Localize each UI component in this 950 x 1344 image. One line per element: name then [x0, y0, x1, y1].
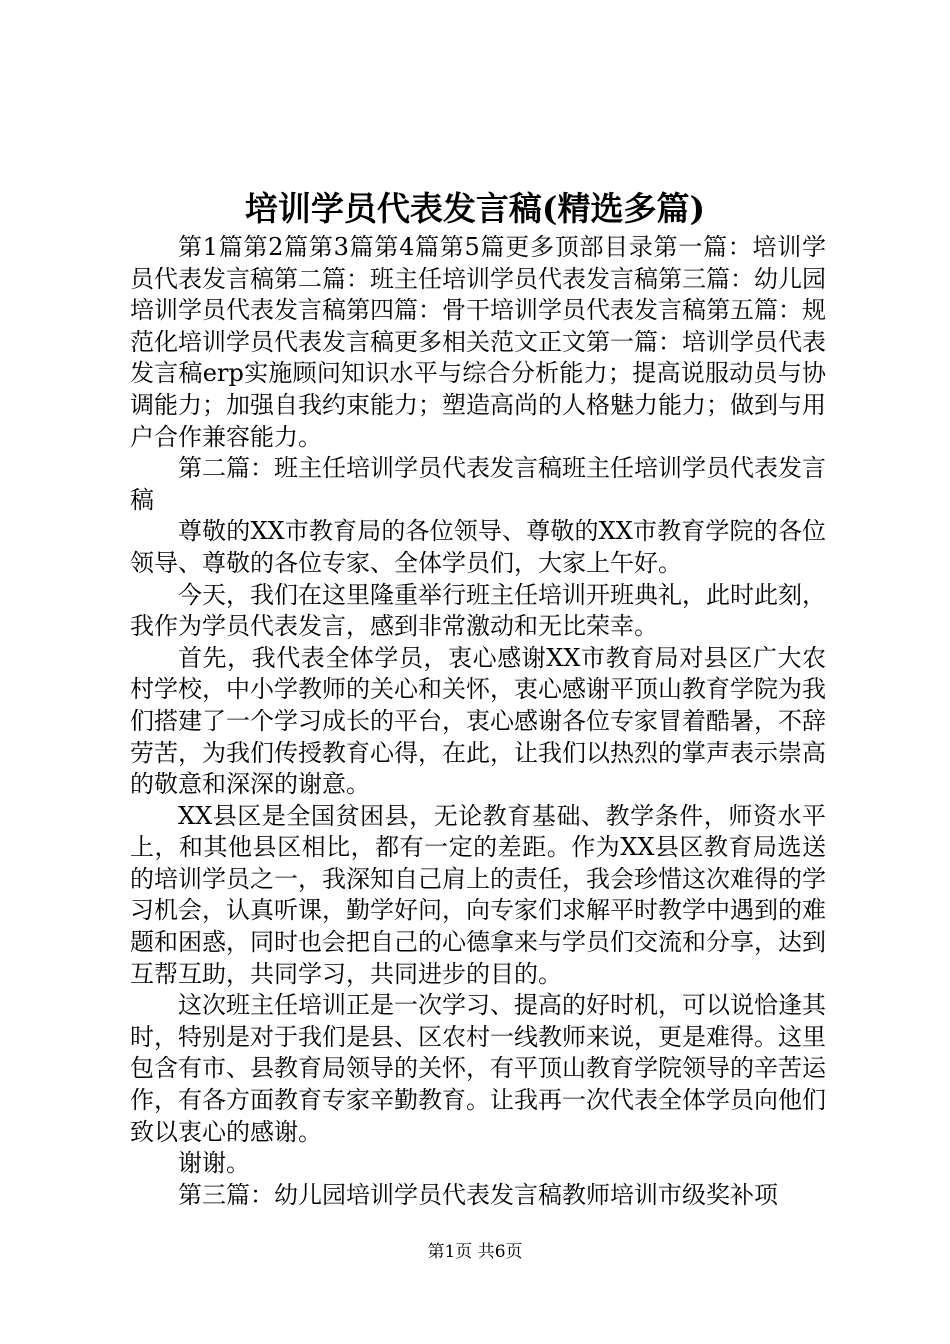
paragraph-greeting: 尊敬的XX市教育局的各位领导、尊敬的XX市教育学院的各位领导、尊敬的各位专家、全体学员们，大家上午好。: [130, 517, 826, 577]
paragraph-toc: 第1篇第2篇第3篇第4篇第5篇更多顶部目录第一篇：培训学员代表发言稿第二篇：班主任培训学员代表发言稿第三篇：幼儿园培训学员代表发言稿第四篇：骨干培训学员代表发言稿第五篇：规范化培训学员代表发言稿更多相关范文正文第一篇：培训学员代表发言稿erp实施顾问知识水平与综合分析能力；提高说服动员与协调能力；加强自我约束能力；塑造高尚的人格魅力能力；做到与用户合作兼容能力。: [130, 233, 826, 451]
paragraph-section-2-heading: 第二篇：班主任培训学员代表发言稿班主任培训学员代表发言稿: [130, 454, 826, 514]
page-number-footer: 第1页 共6页: [427, 1242, 523, 1262]
paragraph-county: XX县区是全国贫困县，无论教育基础、教学条件，师资水平上，和其他县区相比，都有一定的差距。作为XX县区教育局选送的培训学员之一，我深知自己肩上的责任，我会珍惜这次难得的学习机会，认真听课，勤学好问，向专家们求解平时教学中遇到的难题和困惑，同时也会把自己的心德拿来与学员们交流和分享，达到互帮互助，共同学习，共同进步的目的。: [130, 801, 826, 988]
paragraph-section-3-heading: 第三篇：幼儿园培训学员代表发言稿教师培训市级奖补项: [178, 1180, 778, 1209]
paragraph-closing: 谢谢。: [178, 1149, 250, 1178]
paragraph-opening: 今天，我们在这里隆重举行班主任培训开班典礼，此时此刻，我作为学员代表发言，感到非常激动和无比荣幸。: [130, 580, 826, 641]
document-body: [130, 232, 826, 1211]
paragraph-opportunity: 这次班主任培训正是一次学习、提高的好时机，可以说恰逢其时，特别是对于我们是县、区农村一线教师来说，更是难得。这里包含有市、县教育局领导的关怀，有平顶山教育学院领导的辛苦运作，有各方面教育专家辛勤教育。让我再一次代表全体学员向他们致以衷心的感谢。: [130, 991, 826, 1146]
document-title: 培训学员代表发言稿(精选多篇): [244, 189, 706, 228]
paragraph-thanks: 首先，我代表全体学员，衷心感谢XX市教育局对县区广大农村学校，中小学教师的关心和关怀，衷心感谢平顶山教育学院为我们搭建了一个学习成长的平台，衷心感谢各位专家冒着酷暑，不辞劳苦，为我们传授教育心得，在此，让我们以热烈的掌声表示崇高的敬意和深深的谢意。: [130, 643, 826, 799]
